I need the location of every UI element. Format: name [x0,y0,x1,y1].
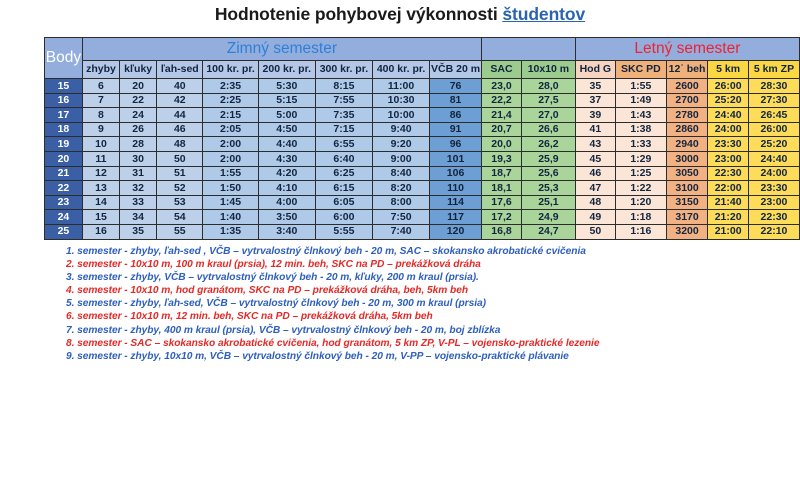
col-header-10x10m: 10x10 m [522,61,576,79]
cell-8: 17,6 [481,195,521,210]
cell-5: 6:25 [315,166,372,181]
table-row [45,79,800,94]
cell-13: 24:00 [708,122,749,137]
body-corner-header: Body [45,38,83,79]
cell-7: 114 [430,195,482,210]
cell-13: 26:00 [708,79,749,94]
note-line: 6. semester - 10x10 m, 12 min. beh, SKC na PD – prekážková dráha, 5km beh [66,311,433,323]
cell-5: 6:15 [315,181,372,196]
note-line: 3. semester - zhyby, VČB – vytrvalostný člnkový beh - 20 m, kľuky, 200 m kraul (prsia). [66,272,479,284]
col-header-sac: SAC [481,61,521,79]
cell-6: 7:40 [373,224,430,239]
cell-3: 1:55 [203,166,258,181]
col-header-zhyby: zhyby [82,61,119,79]
notes-list [66,245,766,363]
cell-12: 3150 [666,195,708,210]
cell-2: 51 [157,166,203,181]
cell-13: 23:30 [708,137,749,152]
note-line: 1. semester - zhyby, ľah-sed , VČB – vytrvalostný člnkový beh - 20 m, SAC – skokansko akrobatické cvičenia [66,246,586,257]
cell-0: 15 [82,210,119,225]
cell-13: 22:30 [708,166,749,181]
cell-4: 3:40 [258,224,315,239]
cell-4: 5:30 [258,79,315,94]
table-body [45,38,800,240]
cell-8: 18,1 [481,181,521,196]
cell-9: 26,6 [522,122,576,137]
table-subheader-row [45,61,800,79]
cell-2: 54 [157,210,203,225]
cell-6: 8:00 [373,195,430,210]
table-row [45,93,800,108]
cell-body-points: 24 [45,210,83,225]
cell-1: 35 [120,224,157,239]
cell-5: 5:55 [315,224,372,239]
cell-1: 32 [120,181,157,196]
cell-5: 6:05 [315,195,372,210]
cell-5: 7:55 [315,93,372,108]
cell-13: 24:40 [708,108,749,123]
cell-7: 96 [430,137,482,152]
band-blank [481,38,575,61]
cell-12: 3050 [666,166,708,181]
cell-4: 4:30 [258,151,315,166]
band-summer-semester: Letný semester [575,38,799,61]
cell-13: 22:00 [708,181,749,196]
cell-3: 2:35 [203,79,258,94]
cell-1: 20 [120,79,157,94]
cell-1: 28 [120,137,157,152]
cell-4: 4:20 [258,166,315,181]
cell-14: 24:00 [748,166,799,181]
cell-body-points: 18 [45,122,83,137]
col-header-5km-zp: 5 km ZP [748,61,799,79]
note-line: 8. semester - SAC – skokansko akrobatické cvičenia, hod granátom, 5 km ZP, V-PL – vojensko-praktické lezenie [66,337,600,349]
cell-11: 1:29 [615,151,666,166]
table-row [45,108,800,123]
cell-14: 24:40 [748,151,799,166]
col-header-12-beh: 12˙ beh [666,61,708,79]
cell-9: 26,2 [522,137,576,152]
cell-14: 23:00 [748,195,799,210]
performance-table [44,37,800,240]
note-line: 5. semester - zhyby, ľah-sed, VČB – vytrvalostný člnkový beh - 20 m, 300 m kraul (prsia) [66,298,486,310]
cell-3: 2:15 [203,108,258,123]
cell-8: 16,8 [481,224,521,239]
cell-9: 27,0 [522,108,576,123]
cell-4: 4:40 [258,137,315,152]
cell-10: 45 [575,151,615,166]
cell-4: 4:00 [258,195,315,210]
cell-2: 44 [157,108,203,123]
cell-1: 24 [120,108,157,123]
cell-0: 9 [82,122,119,137]
cell-body-points: 19 [45,137,83,152]
cell-14: 23:30 [748,181,799,196]
col-header-400-kr-pr: 400 kr. pr. [373,61,430,79]
table-row [45,166,800,181]
cell-4: 3:50 [258,210,315,225]
col-header-skc-pd: SKC PD [615,61,666,79]
cell-6: 9:00 [373,151,430,166]
cell-1: 22 [120,93,157,108]
note-line: 9. semester - zhyby, 10x10 m, VČB – vytrvalostný člnkový beh - 20 m, V-PP – vojensko-praktické plávanie [66,350,569,362]
cell-8: 23,0 [481,79,521,94]
cell-3: 2:00 [203,151,258,166]
cell-7: 110 [430,181,482,196]
cell-3: 2:05 [203,122,258,137]
cell-11: 1:16 [615,224,666,239]
cell-13: 21:00 [708,224,749,239]
cell-10: 43 [575,137,615,152]
cell-14: 27:30 [748,93,799,108]
cell-6: 7:50 [373,210,430,225]
cell-body-points: 22 [45,181,83,196]
cell-7: 81 [430,93,482,108]
cell-10: 49 [575,210,615,225]
col-header-100-kr-pr: 100 kr. pr. [203,61,258,79]
cell-9: 25,6 [522,166,576,181]
cell-0: 14 [82,195,119,210]
cell-10: 41 [575,122,615,137]
cell-8: 22,2 [481,93,521,108]
cell-3: 1:40 [203,210,258,225]
cell-12: 3100 [666,181,708,196]
cell-11: 1:18 [615,210,666,225]
cell-2: 40 [157,79,203,94]
cell-2: 55 [157,224,203,239]
cell-12: 2700 [666,93,708,108]
cell-2: 52 [157,181,203,196]
cell-10: 35 [575,79,615,94]
cell-body-points: 21 [45,166,83,181]
cell-14: 26:45 [748,108,799,123]
cell-6: 8:20 [373,181,430,196]
table-row [45,210,800,225]
cell-7: 106 [430,166,482,181]
cell-12: 2940 [666,137,708,152]
cell-9: 24,9 [522,210,576,225]
note-line: 2. semester - 10x10 m, 100 m kraul (prsia), 12 min. beh, SKC na PD – prekážková dráha [66,259,481,271]
cell-11: 1:22 [615,181,666,196]
cell-14: 28:30 [748,79,799,94]
cell-0: 8 [82,108,119,123]
cell-12: 3200 [666,224,708,239]
cell-10: 48 [575,195,615,210]
cell-1: 26 [120,122,157,137]
cell-4: 5:15 [258,93,315,108]
cell-6: 10:30 [373,93,430,108]
cell-2: 42 [157,93,203,108]
cell-11: 1:38 [615,122,666,137]
table-row [45,122,800,137]
band-winter-semester: Zimný semester [82,38,481,61]
cell-11: 1:43 [615,108,666,123]
cell-5: 7:35 [315,108,372,123]
cell-13: 21:20 [708,210,749,225]
col-header-5km: 5 km [708,61,749,79]
cell-13: 21:40 [708,195,749,210]
page-title-accent: študentov [502,4,586,24]
cell-14: 25:20 [748,137,799,152]
cell-1: 33 [120,195,157,210]
cell-7: 86 [430,108,482,123]
cell-9: 25,1 [522,195,576,210]
cell-5: 6:40 [315,151,372,166]
cell-0: 13 [82,181,119,196]
col-header-300-kr-pr: 300 kr. pr. [315,61,372,79]
cell-11: 1:20 [615,195,666,210]
cell-0: 11 [82,151,119,166]
cell-14: 22:10 [748,224,799,239]
cell-3: 1:45 [203,195,258,210]
cell-1: 31 [120,166,157,181]
cell-8: 19,3 [481,151,521,166]
cell-2: 46 [157,122,203,137]
cell-12: 2860 [666,122,708,137]
cell-8: 21,4 [481,108,521,123]
page-title [0,4,800,25]
cell-0: 6 [82,79,119,94]
cell-7: 101 [430,151,482,166]
note-line: 7. semester - zhyby, 400 m kraul (prsia), VČB – vytrvalostný člnkový beh - 20 m, boj zblízka [66,324,501,336]
col-header-hod-g: Hod G [575,61,615,79]
performance-table-wrapper [44,37,800,240]
cell-10: 39 [575,108,615,123]
col-header-200-kr-pr: 200 kr. pr. [258,61,315,79]
cell-5: 6:00 [315,210,372,225]
cell-14: 22:30 [748,210,799,225]
cell-7: 120 [430,224,482,239]
cell-9: 25,3 [522,181,576,196]
cell-2: 53 [157,195,203,210]
cell-7: 91 [430,122,482,137]
cell-body-points: 17 [45,108,83,123]
table-band-row [45,38,800,61]
cell-12: 2600 [666,79,708,94]
cell-13: 25:20 [708,93,749,108]
table-row [45,137,800,152]
table-row [45,224,800,239]
cell-3: 2:00 [203,137,258,152]
page-title-main: Hodnotenie pohybovej výkonnosti [214,4,503,24]
cell-7: 76 [430,79,482,94]
cell-9: 27,5 [522,93,576,108]
cell-12: 3170 [666,210,708,225]
col-header-lah-sed: ľah-sed [157,61,203,79]
cell-8: 20,7 [481,122,521,137]
cell-6: 8:40 [373,166,430,181]
cell-9: 28,0 [522,79,576,94]
cell-6: 9:40 [373,122,430,137]
cell-body-points: 20 [45,151,83,166]
note-line: 4. semester - 10x10 m, hod granátom, SKC na PD – prekážková dráha, beh, 5km beh [66,285,469,297]
cell-3: 2:25 [203,93,258,108]
cell-body-points: 15 [45,79,83,94]
cell-0: 10 [82,137,119,152]
cell-11: 1:55 [615,79,666,94]
cell-3: 1:50 [203,181,258,196]
cell-0: 16 [82,224,119,239]
table-row [45,151,800,166]
cell-6: 9:20 [373,137,430,152]
cell-12: 3000 [666,151,708,166]
cell-8: 17,2 [481,210,521,225]
col-header-kluky: kľuky [120,61,157,79]
cell-2: 48 [157,137,203,152]
cell-3: 1:35 [203,224,258,239]
table-row [45,195,800,210]
cell-14: 26:00 [748,122,799,137]
cell-11: 1:25 [615,166,666,181]
cell-9: 25,9 [522,151,576,166]
cell-0: 7 [82,93,119,108]
cell-13: 23:00 [708,151,749,166]
cell-10: 37 [575,93,615,108]
cell-6: 11:00 [373,79,430,94]
table-row [45,181,800,196]
cell-10: 46 [575,166,615,181]
cell-11: 1:49 [615,93,666,108]
cell-10: 50 [575,224,615,239]
cell-10: 47 [575,181,615,196]
cell-9: 24,7 [522,224,576,239]
cell-5: 6:55 [315,137,372,152]
cell-2: 50 [157,151,203,166]
cell-0: 12 [82,166,119,181]
cell-5: 8:15 [315,79,372,94]
cell-body-points: 25 [45,224,83,239]
cell-8: 18,7 [481,166,521,181]
cell-body-points: 16 [45,93,83,108]
col-header-vcb-20m: VČB 20 m [430,61,482,79]
cell-4: 5:00 [258,108,315,123]
cell-11: 1:33 [615,137,666,152]
cell-5: 7:15 [315,122,372,137]
cell-12: 2780 [666,108,708,123]
cell-1: 30 [120,151,157,166]
cell-8: 20,0 [481,137,521,152]
cell-6: 10:00 [373,108,430,123]
cell-7: 117 [430,210,482,225]
cell-4: 4:10 [258,181,315,196]
cell-1: 34 [120,210,157,225]
cell-4: 4:50 [258,122,315,137]
cell-body-points: 23 [45,195,83,210]
